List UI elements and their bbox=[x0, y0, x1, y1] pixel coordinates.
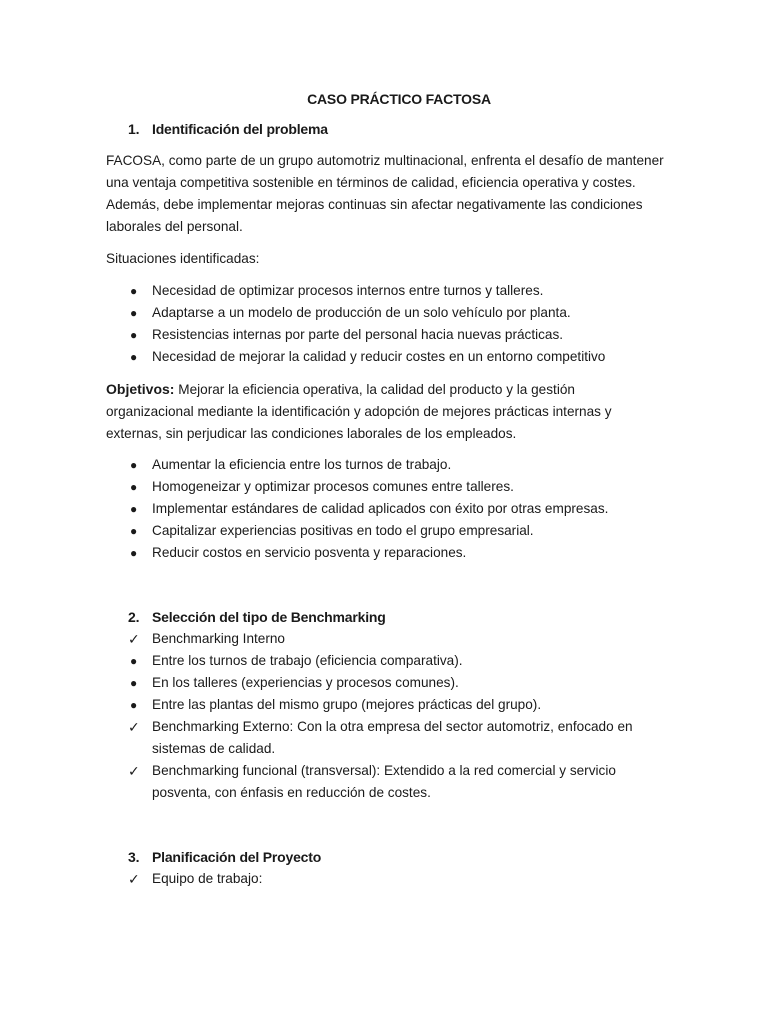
list-item: ● Resistencias internas por parte del personal hacia nuevas prácticas. bbox=[106, 324, 666, 346]
list-item: ● Necesidad de mejorar la calidad y reducir costes en un entorno competitivo bbox=[106, 346, 666, 368]
list-item: ● Necesidad de optimizar procesos internos entre turnos y talleres. bbox=[106, 280, 666, 302]
checkmark-icon: ✓ bbox=[128, 871, 140, 887]
bullet-icon: ● bbox=[130, 480, 138, 494]
document-page bbox=[106, 88, 666, 890]
section-2-heading bbox=[106, 606, 666, 628]
list-item: ● Reducir costos en servicio posventa y reparaciones. bbox=[106, 542, 666, 564]
section-3-heading bbox=[106, 846, 666, 868]
list-item: ✓ Benchmarking Externo: Con la otra empresa del sector automotriz, enfocado en sistemas de calidad. bbox=[106, 716, 666, 760]
benchmarking-list bbox=[106, 628, 666, 804]
bullet-icon: ● bbox=[130, 698, 138, 712]
list-item: ● En los talleres (experiencias y procesos comunes). bbox=[106, 672, 666, 694]
bullet-icon: ● bbox=[130, 350, 138, 364]
list-item: ● Capitalizar experiencias positivas en todo el grupo empresarial. bbox=[106, 520, 666, 542]
list-item: ● Entre los turnos de trabajo (eficiencia comparativa). bbox=[106, 650, 666, 672]
objectives-text: Mejorar la eficiencia operativa, la calidad del producto y la gestión organizacional mediante la identificación y adopción de mejores prácticas internas y externas, sin perjudicar las condiciones laborales de los empleados. bbox=[106, 382, 612, 441]
list-item: ● Entre las plantas del mismo grupo (mejores prácticas del grupo). bbox=[106, 694, 666, 716]
section-2-number: 2. bbox=[128, 609, 140, 625]
section-1-intro: FACOSA, como parte de un grupo automotriz multinacional, enfrenta el desafío de mantener una ventaja competitiva sostenible en términos de calidad, eficiencia operativa y costes. Además, debe implementar mejoras continuas sin afectar negativamente las condiciones laborales del personal. bbox=[106, 153, 664, 234]
list-item: ✓ Benchmarking funcional (transversal): Extendido a la red comercial y servicio posventa, con énfasis en reducción de costes. bbox=[106, 760, 666, 804]
list-item: ● Aumentar la eficiencia entre los turnos de trabajo. bbox=[106, 454, 666, 476]
section-3-heading-text: Planificación del Proyecto bbox=[152, 849, 322, 865]
checkmark-icon: ✓ bbox=[128, 631, 140, 647]
section-2-heading-text: Selección del tipo de Benchmarking bbox=[152, 609, 386, 625]
objectives-list bbox=[106, 454, 666, 564]
list-item: ✓ Equipo de trabajo: bbox=[106, 868, 666, 890]
bullet-icon: ● bbox=[130, 654, 138, 668]
document-title: CASO PRÁCTICO FACTOSA bbox=[307, 91, 491, 107]
situations-label: Situaciones identificadas: bbox=[106, 251, 260, 266]
bullet-icon: ● bbox=[130, 546, 138, 560]
bullet-icon: ● bbox=[130, 676, 138, 690]
situations-list bbox=[106, 280, 666, 368]
bullet-icon: ● bbox=[130, 306, 138, 320]
planning-list bbox=[106, 868, 666, 890]
bullet-icon: ● bbox=[130, 502, 138, 516]
bullet-icon: ● bbox=[130, 328, 138, 342]
section-1-heading-text: Identificación del problema bbox=[152, 121, 328, 137]
bullet-icon: ● bbox=[130, 458, 138, 472]
list-item: ● Implementar estándares de calidad aplicados con éxito por otras empresas. bbox=[106, 498, 666, 520]
objectives-label: Objetivos: bbox=[106, 381, 175, 397]
checkmark-icon: ✓ bbox=[128, 763, 140, 779]
list-item: ✓ Benchmarking Interno bbox=[106, 628, 666, 650]
objectives-paragraph bbox=[106, 378, 666, 445]
list-item: ● Homogeneizar y optimizar procesos comunes entre talleres. bbox=[106, 476, 666, 498]
bullet-icon: ● bbox=[130, 284, 138, 298]
list-item: ● Adaptarse a un modelo de producción de un solo vehículo por planta. bbox=[106, 302, 666, 324]
checkmark-icon: ✓ bbox=[128, 719, 140, 735]
section-3-number: 3. bbox=[128, 849, 140, 865]
bullet-icon: ● bbox=[130, 524, 138, 538]
section-1-heading bbox=[106, 118, 666, 140]
section-1-number: 1. bbox=[128, 121, 140, 137]
